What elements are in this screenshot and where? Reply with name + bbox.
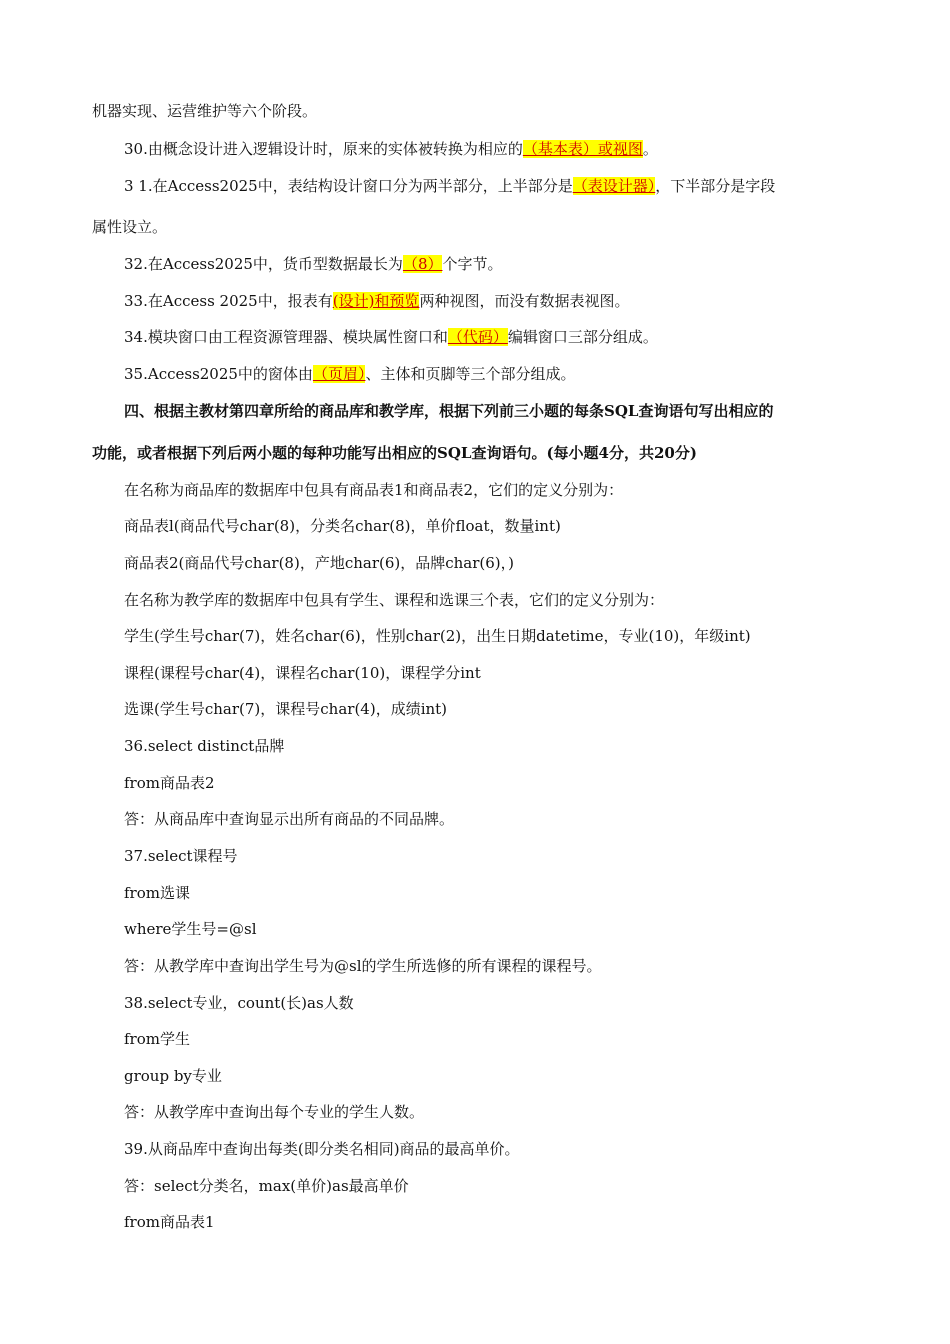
sql-line: from商品表2: [124, 774, 215, 792]
table-definition: 商品表2(商品代号char(8)，产地char(6)，品牌char(6)，): [124, 554, 515, 572]
sql-line: group by专业: [124, 1067, 222, 1085]
table-definition: 学生(学生号char(7)，姓名char(6)，性别char(2)，出生日期datetime，专业(10)，年级int): [124, 627, 751, 645]
table-definition: 课程(课程号char(4)，课程名char(10)，课程学分int: [124, 664, 481, 682]
question-31: [124, 176, 775, 196]
sql-line: where学生号=@sl: [124, 920, 257, 938]
question-32: [124, 254, 503, 274]
question-text: ，下半部分是字段: [655, 177, 776, 195]
sql-line: 37.select课程号: [124, 847, 238, 865]
question-text: 33.在Access 2025中，报表有: [124, 292, 333, 310]
answer-highlight: （基本表）或视图: [522, 140, 643, 158]
sql-line: from学生: [124, 1030, 190, 1048]
question-text: 两种视图，而没有数据表视图。: [419, 292, 630, 310]
answer-highlight: （代码）: [447, 328, 508, 346]
sql-line: 36.select distinct品牌: [124, 737, 285, 755]
text-line: 属性设立。: [92, 218, 168, 236]
question-text: 34.模块窗口由工程资源管理器、模块属性窗口和: [124, 328, 448, 346]
answer-highlight: (设计)和预览: [332, 292, 420, 310]
question-text: 35.Access2025中的窗体由: [124, 365, 313, 383]
question-text: 32.在Access2025中，货币型数据最长为: [124, 255, 403, 273]
text-line: 机器实现、运营维护等六个阶段。: [92, 102, 318, 120]
question-text: 。: [642, 140, 658, 158]
answer-line: 答：从教学库中查询出学生号为@sl的学生所选修的所有课程的课程号。: [124, 957, 602, 975]
table-definition: 选课(学生号char(7)，课程号char(4)，成绩int): [124, 700, 448, 718]
answer-highlight: （8）: [402, 255, 443, 273]
question-39: 39.从商品库中查询出每类(即分类名相同)商品的最高单价。: [124, 1140, 520, 1158]
question-text: 、主体和页脚等三个部分组成。: [365, 365, 576, 383]
section-heading-cont: 功能，或者根据下列后两小题的每种功能写出相应的SQL查询语句。(每小题4分，共20分): [92, 444, 697, 462]
answer-line: 答：从教学库中查询出每个专业的学生人数。: [124, 1103, 425, 1121]
sql-line: from选课: [124, 884, 190, 902]
question-text: 30.由概念设计进入逻辑设计时，原来的实体被转换为相应的: [124, 140, 523, 158]
answer-line: 答：select分类名，max(单价)as最高单价: [124, 1177, 409, 1195]
sql-line: from商品表1: [124, 1213, 215, 1231]
question-text: 3 1.在Access2025中，表结构设计窗口分为两半部分，上半部分是: [124, 177, 573, 195]
answer-highlight: （页眉）: [312, 365, 366, 383]
question-34: [124, 327, 658, 347]
question-33: [124, 291, 629, 311]
section-heading: 四、根据主教材第四章所给的商品库和教学库，根据下列前三小题的每条SQL查询语句写出相应的: [124, 402, 774, 420]
text-line: 在名称为教学库的数据库中包具有学生、课程和选课三个表，它们的定义分别为：: [124, 591, 665, 609]
question-30: [124, 139, 658, 159]
question-text: 个字节。: [442, 255, 503, 273]
question-text: 编辑窗口三部分组成。: [507, 328, 658, 346]
answer-line: 答：从商品库中查询显示出所有商品的不同品牌。: [124, 810, 455, 828]
answer-highlight: （表设计器）: [572, 177, 656, 195]
table-definition: 商品表l(商品代号char(8)，分类名char(8)，单价float，数量int): [124, 517, 561, 535]
sql-line: 38.select专业，count(长)as人数: [124, 994, 354, 1012]
text-line: 在名称为商品库的数据库中包具有商品表1和商品表2，它们的定义分别为：: [124, 481, 624, 499]
question-35: [124, 364, 575, 384]
